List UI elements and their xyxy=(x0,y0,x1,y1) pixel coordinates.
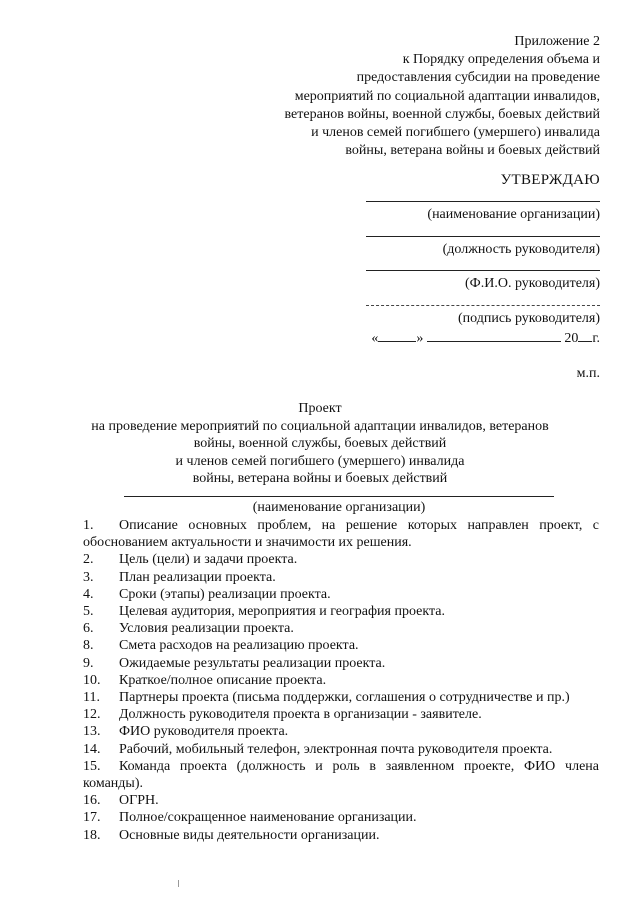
appendix-line: и членов семей погибшего (умершего) инвалида xyxy=(311,125,600,141)
list-item: 5. Целевая аудитория, мероприятия и география проекта. xyxy=(83,604,445,620)
project-title-line: Проект xyxy=(298,401,342,416)
list-item: 4. Сроки (этапы) реализации проекта. xyxy=(83,586,331,602)
list-item: 6. Условия реализации проекта. xyxy=(83,621,294,637)
date-open-quote: « xyxy=(371,331,379,346)
project-org-caption: (наименование организации) xyxy=(252,500,426,515)
list-item: 10. Краткое/полное описание проекта. xyxy=(83,672,327,688)
month-blank xyxy=(427,329,561,342)
project-title-line: и членов семей погибшего (умершего) инвалида xyxy=(175,453,465,469)
project-title-line: на проведение мероприятий по социальной адаптации инвалидов, ветеранов xyxy=(91,418,549,434)
year-suffix: г. xyxy=(592,331,600,346)
blank-line xyxy=(366,305,600,306)
blank-line xyxy=(366,236,600,237)
org-blank-line xyxy=(124,496,554,497)
list-item: 12. Должность руководителя проекта в организации - заявителе. xyxy=(83,707,482,723)
blank-line xyxy=(366,201,600,202)
year-blank xyxy=(578,329,592,342)
approval-title: УТВЕРЖДАЮ xyxy=(500,172,600,188)
project-title-line: войны, ветерана войны и боевых действий xyxy=(192,471,448,486)
manager-name-field xyxy=(366,270,600,292)
blank-line xyxy=(366,270,600,271)
seal-mark: м.п. xyxy=(576,366,600,381)
list-item: 9. Ожидаемые результаты реализации проекта. xyxy=(83,655,386,671)
signature-field xyxy=(366,305,600,327)
day-blank xyxy=(378,329,416,342)
list-item: 15. Команда проекта (должность и роль в заявленном проекте, ФИО члена команды). xyxy=(83,758,599,792)
appendix-line: мероприятий по социальной адаптации инвалидов, xyxy=(294,88,600,104)
appendix-line: войны, ветерана войны и боевых действий xyxy=(345,143,600,159)
list-item: 8. Смета расходов на реализацию проекта. xyxy=(83,638,359,654)
list-item: 16. ОГРН. xyxy=(83,793,159,809)
appendix-header xyxy=(200,33,600,160)
project-title-line: войны, военной службы, боевых действий xyxy=(193,436,447,451)
list-item: 2. Цель (цели) и задачи проекта. xyxy=(83,552,298,568)
appendix-line: предоставления субсидии на проведение xyxy=(356,70,600,86)
list-item: 14. Рабочий, мобильный телефон, электронная почта руководителя проекта. xyxy=(83,741,553,757)
appendix-line: к Порядку определения объема и xyxy=(402,52,600,68)
list-item: 13. ФИО руководителя проекта. xyxy=(83,724,289,740)
scan-artifact xyxy=(178,880,179,887)
position-caption: (должность руководителя) xyxy=(442,242,600,257)
project-items-list xyxy=(83,517,599,844)
date-close-quote: » xyxy=(416,331,424,346)
appendix-line: ветеранов войны, военной службы, боевых действий xyxy=(284,106,600,122)
list-item: 1. Описание основных проблем, на решение которых направлен проект, с обоснованием актуальности и значимости их решения. xyxy=(83,518,599,551)
list-item: 18. Основные виды деятельности организации. xyxy=(83,827,380,843)
list-item: 3. План реализации проекта. xyxy=(83,569,276,585)
year-prefix: 20 xyxy=(564,331,579,346)
org-name-field xyxy=(366,201,600,223)
approval-date xyxy=(371,329,600,347)
org-name-caption: (наименование организации) xyxy=(427,207,600,222)
manager-name-caption: (Ф.И.О. руководителя) xyxy=(465,276,600,291)
list-item: 11. Партнеры проекта (письма поддержки, соглашения о сотрудничестве и пр.) xyxy=(83,690,570,706)
list-item: 17. Полное/сокращенное наименование организации. xyxy=(83,810,417,826)
appendix-line: Приложение 2 xyxy=(514,34,600,49)
project-title xyxy=(60,400,580,488)
position-field xyxy=(366,236,600,258)
signature-caption: (подпись руководителя) xyxy=(457,311,600,326)
